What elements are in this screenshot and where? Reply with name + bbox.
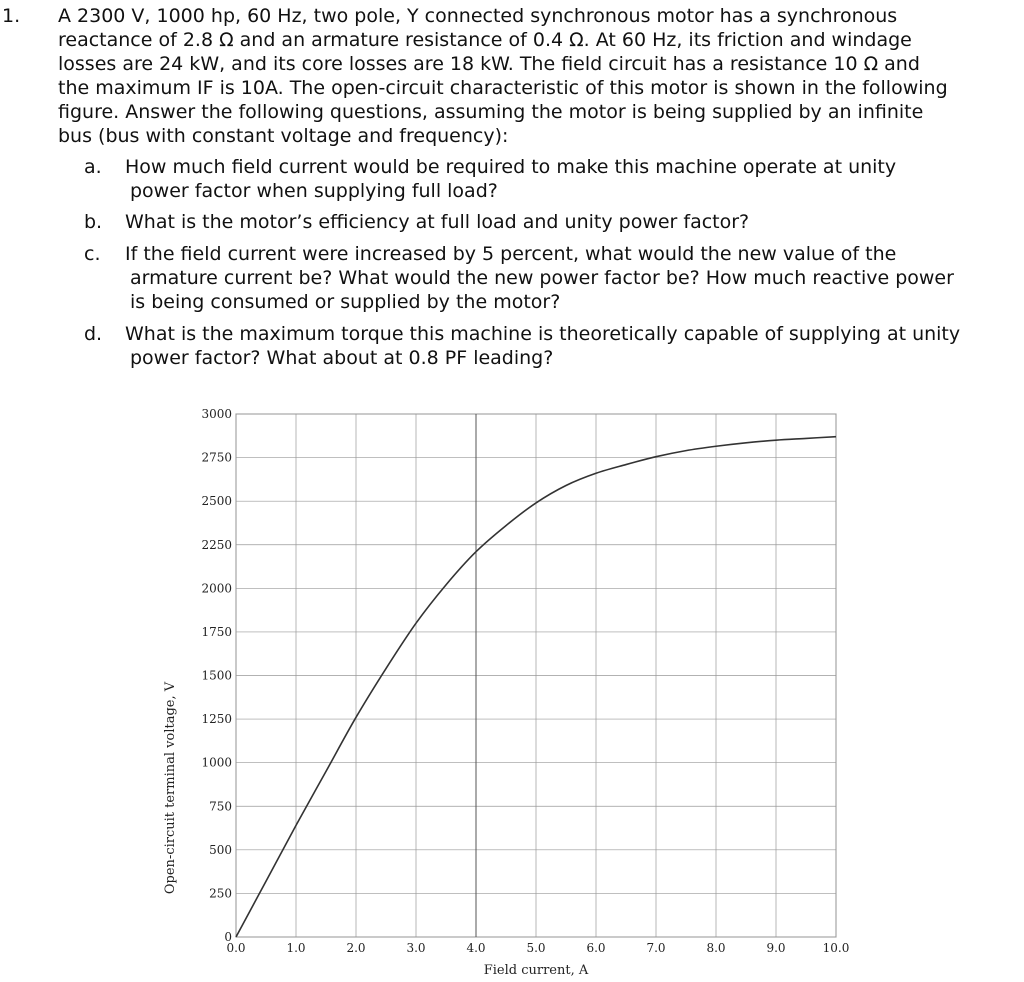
y-tick-label: 2500 <box>201 494 232 509</box>
x-tick-label: 3.0 <box>406 941 426 955</box>
x-tick-label: 8.0 <box>706 941 726 955</box>
part-text: How much field current would be required to make this machine operate at unity power factor when supplying full load? <box>125 156 897 202</box>
y-tick-label: 1500 <box>201 668 232 683</box>
part-text: What is the maximum torque this machine is theoretically capable of supplying at unity power factor? What about at 0.8 PF leading? <box>125 323 961 369</box>
x-tick-label: 5.0 <box>526 941 546 955</box>
y-tick-label: 0 <box>224 930 232 944</box>
part-letter: b. <box>84 211 103 233</box>
intro-line: figure. Answer the following questions, assuming the motor is being supplied by an infinite <box>58 101 924 123</box>
part-letter: d. <box>84 323 103 345</box>
x-tick-label: 0.0 <box>226 941 246 955</box>
x-tick-label: 6.0 <box>586 941 606 955</box>
question-intro <box>58 4 1008 148</box>
part-text: If the field current were increased by 5 percent, what would the new value of the armature current be? What would the new power factor be? How much reactive power is being consumed or supplied by the motor? <box>125 243 954 313</box>
y-tick-label: 1000 <box>201 755 232 770</box>
y-tick-label: 2000 <box>201 581 232 596</box>
intro-line: A 2300 V, 1000 hp, 60 Hz, two pole, Y connected synchronous motor has a synchronous <box>58 5 898 27</box>
y-tick-label: 1750 <box>201 624 232 639</box>
occ-chart-svg <box>150 398 860 977</box>
x-tick-label: 1.0 <box>286 941 306 955</box>
y-tick-label: 2750 <box>201 450 232 465</box>
x-tick-label: 2.0 <box>346 941 366 955</box>
chart-grid <box>236 414 836 937</box>
x-tick-label: 10.0 <box>822 941 850 955</box>
y-tick-label: 1250 <box>201 712 232 727</box>
y-tick-label: 250 <box>209 886 232 901</box>
y-tick-label: 750 <box>209 799 232 814</box>
y-tick-label: 3000 <box>201 407 232 421</box>
x-tick-label: 9.0 <box>766 941 786 955</box>
y-tick-label: 2250 <box>201 537 232 552</box>
x-tick-labels <box>226 941 849 955</box>
intro-line: losses are 24 kW, and its core losses are 18 kW. The field circuit has a resistance 10 Ω and <box>58 53 920 75</box>
intro-line: the maximum IF is 10A. The open-circuit characteristic of this motor is shown in the following <box>58 77 948 99</box>
y-axis-label: Open-circuit terminal voltage, V <box>163 681 178 895</box>
x-axis-label: Field current, A <box>483 963 589 977</box>
y-tick-label: 500 <box>209 842 232 857</box>
question-number: 1. <box>2 5 21 27</box>
part-letter: a. <box>84 156 102 178</box>
y-tick-labels <box>201 407 232 944</box>
intro-line: reactance of 2.8 Ω and an armature resistance of 0.4 Ω. At 60 Hz, its friction and windage <box>58 29 912 51</box>
occ-chart <box>150 398 860 977</box>
intro-line: bus (bus with constant voltage and frequency): <box>58 125 509 147</box>
x-tick-label: 4.0 <box>466 941 486 955</box>
part-letter: c. <box>84 243 101 265</box>
part-text: What is the motor’s efficiency at full load and unity power factor? <box>125 211 750 233</box>
x-tick-label: 7.0 <box>646 941 666 955</box>
